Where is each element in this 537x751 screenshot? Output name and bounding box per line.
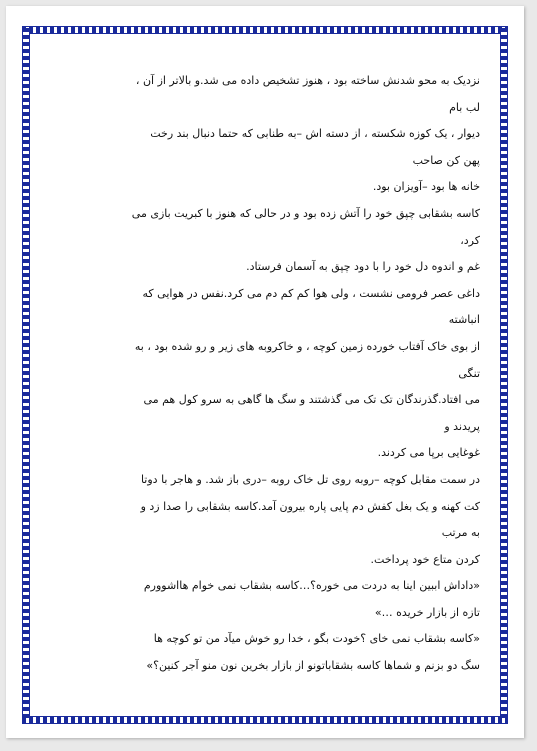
- text-line: می افتاد.گذرندگان تک تک می گذشتند و سگ ها گاهی به سرو کول هم می: [143, 393, 480, 407]
- text-line: کرد،: [460, 233, 480, 247]
- page-border-top: [22, 26, 508, 34]
- text-line: نزدیک به محو شدنش ساخته بود ، هنوز تشخیص داده می شد.و بالاتر از آن ،: [135, 74, 480, 87]
- text-line: سگ دو بزنم و شماها کاسه بشقاباتونو از بازار بخرین نون منو آجر کنین؟»: [146, 659, 480, 673]
- page-border-right: [500, 28, 508, 718]
- text-line: غوغایی برپا می کردند.: [377, 446, 480, 460]
- text-line: پریدند و: [444, 419, 480, 433]
- text-line: از بوی خاک آفتاب خورده زمین کوچه ، و خاکروبه های زیر و رو شده بود ، به: [134, 339, 480, 353]
- text-line: به مرتب: [441, 526, 480, 540]
- text-line: تنگی: [458, 366, 480, 380]
- text-line: تازه از بازار خریده …»: [374, 605, 480, 619]
- text-line: در سمت مقابل کوچه –روبه روی تل خاک روبه –دری باز شد. و هاجر با دوتا: [140, 472, 480, 486]
- document-body: [46, 68, 480, 680]
- text-line: کردن متاع خود پرداخت.: [370, 552, 480, 566]
- text-line: خانه ها بود –آویزان بود.: [372, 180, 480, 194]
- text-line: داغی عصر فرومی نشست ، ولی هوا کم کم دم می کرد.نفس در هوایی که: [142, 286, 480, 300]
- text-line: کت کهنه و یک بغل کفش دم پایی پاره بیرون آمد.کاسه بشقابی را صدا زد و: [140, 499, 480, 513]
- text-line: پهن کن صاحب: [412, 153, 480, 167]
- page-border-left: [22, 28, 30, 718]
- text-line: غم و اندوه دل خود را با دود چپق به آسمان فرستاد.: [246, 260, 480, 274]
- text-line: کاسه بشقابی چپق خود را آتش زده بود و در حالی که هنوز با کبریت بازی می: [131, 206, 480, 220]
- text-line: «داداش اببین اینا به دردت می خوره؟…کاسه بشقاب نمی خوام هااشوورم: [143, 579, 480, 593]
- text-line: دیوار ، یک کوزه شکسته ، از دسته اش –به طنابی که حتما دنبال بند رخت: [150, 127, 480, 141]
- page-border-bottom: [22, 716, 508, 724]
- text-line: «کاسه بشقاب نمی خای ؟خودت بگو ، خدا رو خوش میآد من تو کوچه ها: [153, 632, 480, 646]
- text-line: لب بام: [449, 100, 480, 114]
- text-line: انباشته: [448, 313, 480, 327]
- document-page: [6, 6, 524, 738]
